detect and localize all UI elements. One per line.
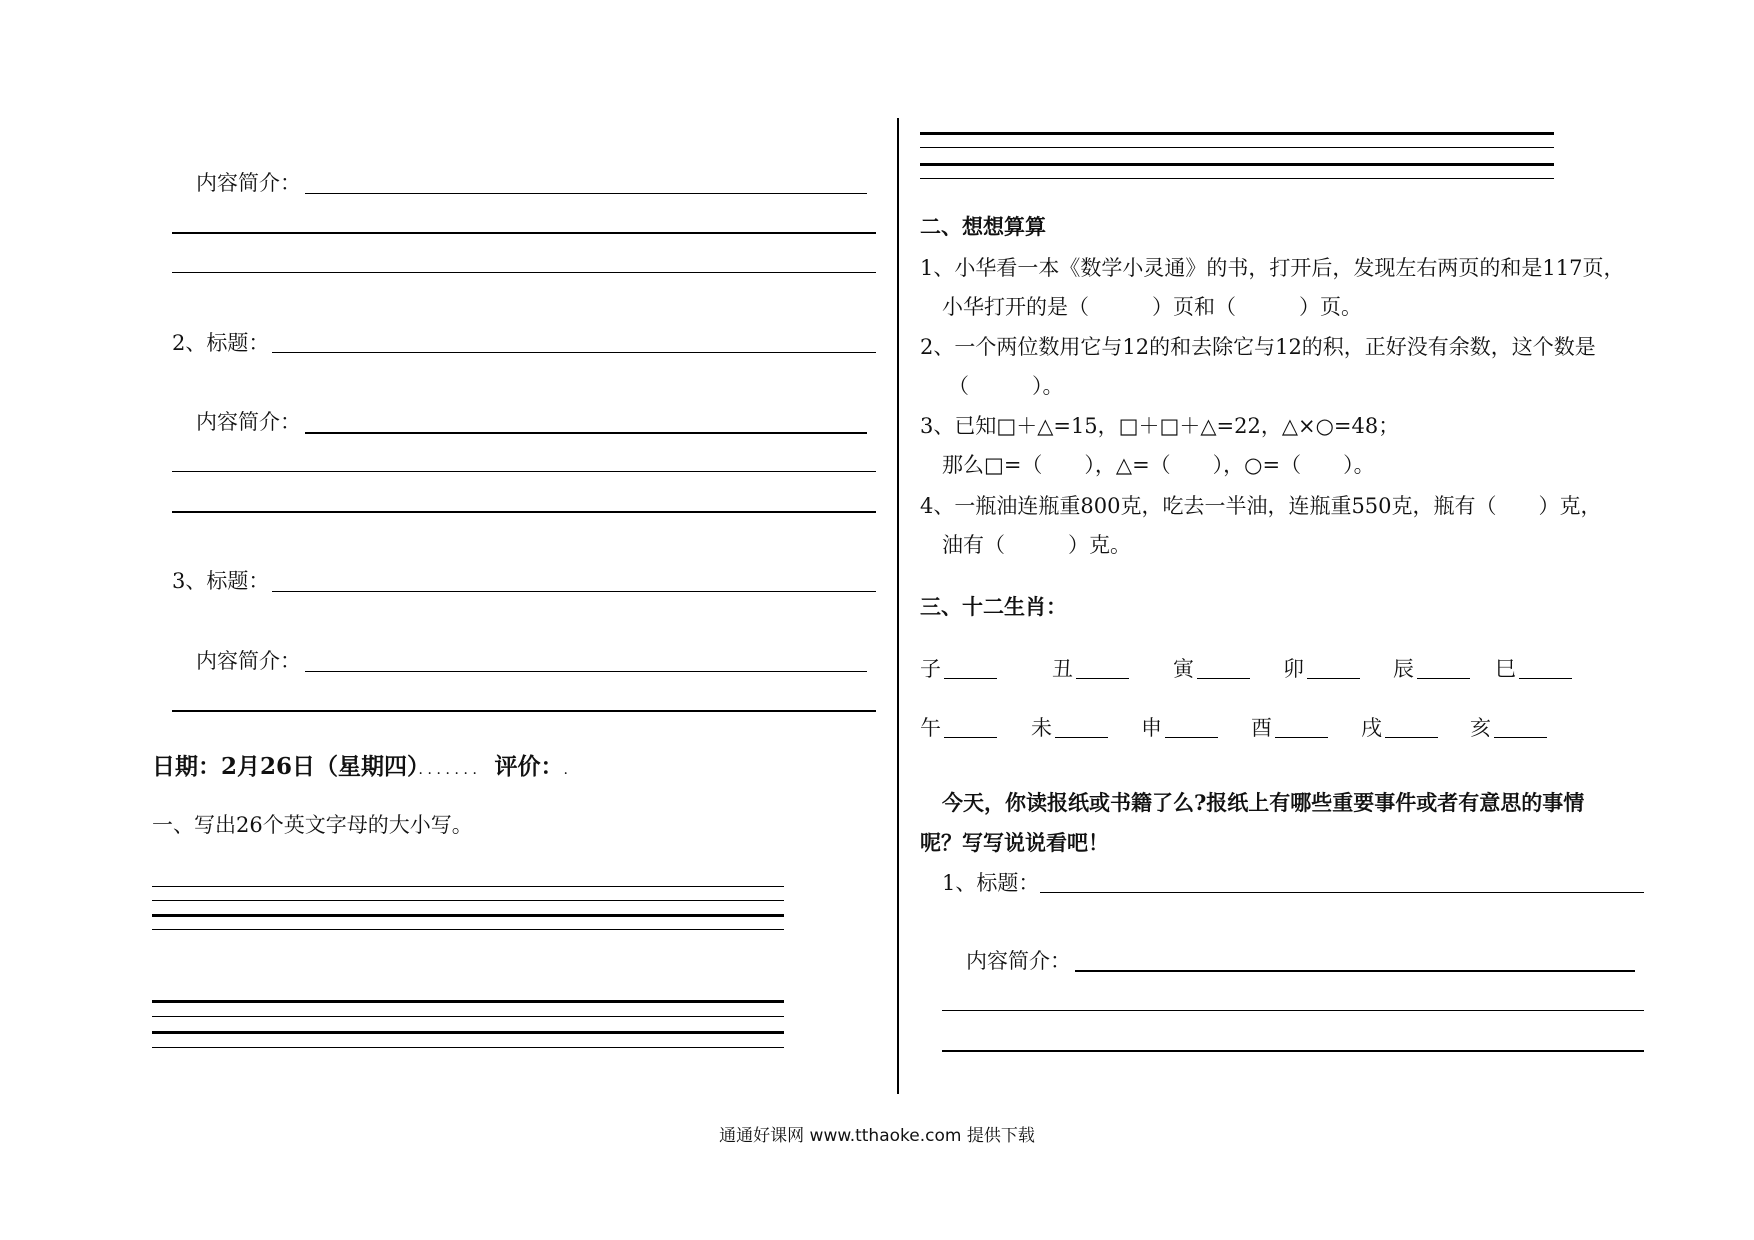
writing-line[interactable] (172, 471, 876, 472)
q4-line1: 4、一瓶油连瓶重800克，吃去一半油，连瓶重550克，瓶有（ ）克， (920, 494, 1602, 518)
writing-line[interactable] (172, 272, 876, 273)
section-title-alphabet: 一、写出26个英文字母的大小写。 (152, 813, 473, 837)
evaluation-mark: . (563, 762, 568, 778)
content-line[interactable] (305, 432, 867, 434)
reading-prompt-line2: 呢？写写说说看吧！ (920, 830, 1109, 855)
writing-line[interactable] (172, 511, 876, 513)
q1-line1: 1、小华看一本《数学小灵通》的书，打开后，发现左右两页的和是117页， (920, 256, 1625, 280)
zodiac-item: 酉 (1251, 716, 1272, 740)
grid-line (152, 1016, 784, 1017)
answer-blank[interactable] (1494, 737, 1547, 738)
answer-blank[interactable] (1197, 678, 1250, 679)
section-title-math: 二、想想算算 (920, 214, 1046, 239)
column-divider (897, 118, 899, 1094)
title-line[interactable] (1040, 892, 1644, 893)
zodiac-item: 丑 (1052, 657, 1073, 681)
answer-blank[interactable] (1385, 737, 1438, 738)
title-label-3: 3、标题： (172, 569, 270, 593)
answer-blank[interactable] (944, 678, 997, 679)
answer-blank[interactable] (1076, 678, 1129, 679)
title-line[interactable] (272, 591, 876, 592)
title-label-r1: 1、标题： (942, 871, 1040, 895)
zodiac-item: 寅 (1173, 657, 1194, 681)
grid-line (920, 132, 1554, 135)
grid-line (152, 900, 784, 901)
answer-blank[interactable] (1275, 737, 1328, 738)
zodiac-item: 申 (1141, 716, 1162, 740)
zodiac-item: 戌 (1361, 716, 1382, 740)
writing-line[interactable] (942, 1010, 1644, 1011)
grid-line (152, 1000, 784, 1003)
grid-line (152, 1047, 784, 1048)
title-line[interactable] (272, 352, 876, 353)
answer-blank[interactable] (1417, 678, 1470, 679)
title-label-2: 2、标题： (172, 331, 270, 355)
grid-line (920, 178, 1554, 179)
writing-line[interactable] (942, 1050, 1644, 1052)
footer-credit: 通通好课网 www.tthaoke.com 提供下载 (719, 1126, 1035, 1146)
date-text: 日期：2月26日（星期四） (152, 753, 419, 780)
grid-baseline (920, 163, 1554, 166)
evaluation-label: 评价： (494, 753, 564, 780)
zodiac-item: 巳 (1495, 657, 1516, 681)
zodiac-item: 子 (920, 657, 941, 681)
content-label-1: 内容简介： (196, 171, 301, 195)
zodiac-item: 亥 (1470, 716, 1491, 740)
q2-line1: 2、一个两位数用它与12的和去除它与12的积，正好没有余数，这个数是 (920, 335, 1596, 359)
grid-baseline (152, 1031, 784, 1034)
writing-line[interactable] (172, 232, 876, 234)
content-label-r1: 内容简介： (966, 949, 1071, 973)
content-line[interactable] (305, 671, 867, 672)
section-title-zodiac: 三、十二生肖： (920, 594, 1067, 619)
zodiac-item: 午 (920, 716, 941, 740)
date-line (152, 748, 568, 781)
zodiac-item: 未 (1031, 716, 1052, 740)
content-label-2: 内容简介： (196, 410, 301, 434)
answer-blank[interactable] (1307, 678, 1360, 679)
zodiac-item: 卯 (1283, 657, 1304, 681)
answer-blank[interactable] (944, 737, 997, 738)
content-line[interactable] (305, 193, 867, 194)
grid-baseline (152, 914, 784, 917)
q4-line2: 油有（ ）克。 (942, 533, 1131, 557)
answer-blank[interactable] (1055, 737, 1108, 738)
reading-prompt-line1: 今天，你读报纸或书籍了么?报纸上有哪些重要事件或者有意思的事情 (942, 790, 1585, 815)
grid-line (152, 929, 784, 930)
q2-line2: （ ）。 (948, 374, 1064, 398)
zodiac-item: 辰 (1393, 657, 1414, 681)
q1-line2: 小华打开的是（ ）页和（ ）页。 (942, 295, 1362, 319)
q3-line1: 3、已知□＋△=15，□＋□＋△=22，△×○=48； (920, 414, 1400, 438)
answer-blank[interactable] (1519, 678, 1572, 679)
content-label-3: 内容简介： (196, 649, 301, 673)
q3-line2: 那么□=（ ），△=（ ），○=（ ）。 (942, 453, 1375, 477)
grid-line (920, 147, 1554, 148)
content-line[interactable] (1075, 970, 1635, 972)
answer-blank[interactable] (1165, 737, 1218, 738)
writing-line[interactable] (172, 710, 876, 712)
dot-leader: ．．．．．．． (418, 762, 489, 778)
grid-line (152, 886, 784, 887)
